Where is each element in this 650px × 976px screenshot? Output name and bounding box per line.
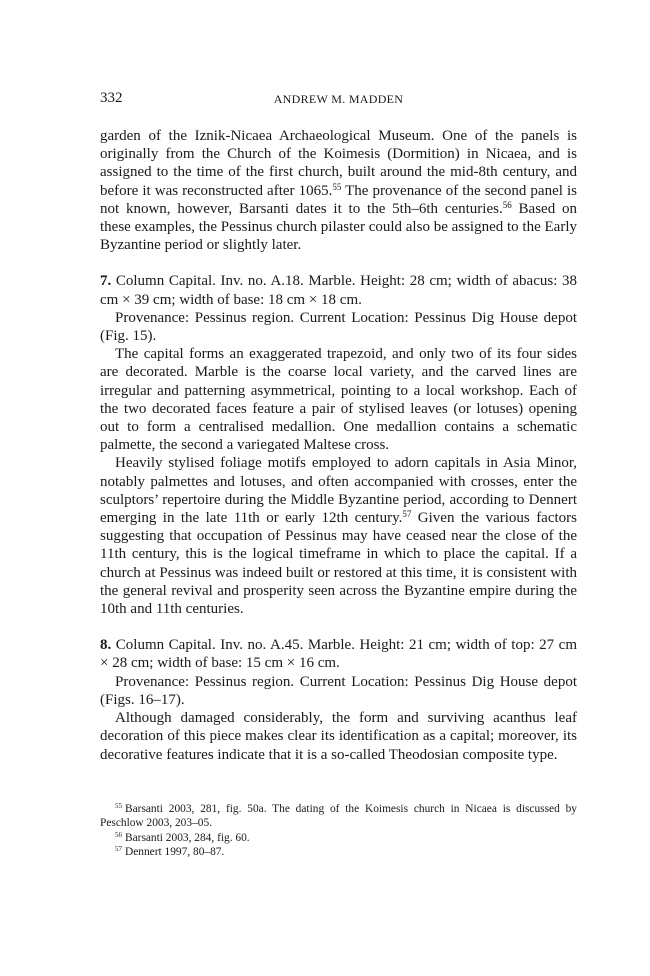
footnote	[100, 802, 577, 831]
catalogue-number: 7.	[100, 273, 112, 290]
catalogue-entry-7-provenance: Provenance: Pessinus region. Current Location: Pessinus Dig House depot (Fig. 15).	[100, 309, 577, 345]
paragraph-text: garden of the Iznik-Nicaea Archaeological Museum. One of the panels is originally from the Church of the Koimesis (Dormition) in Nicaea, and is assigned to the time of the first church, built around the mid-8th century, and before it was reconstructed after 1065.	[100, 128, 577, 199]
catalogue-entry-7-heading	[100, 272, 577, 308]
paragraph-text: Given the various factors suggesting that occupation of Pessinus may have ceased near the close of the 11th century, this is the logical timeframe in which to place the capital. If a church at Pessinus was indeed built or restored at this time, it is consistent with the general revival and prosperity seen across the Byzantine empire during the 10th and 11th centuries.	[100, 510, 577, 618]
catalogue-entry-8-description: Although damaged considerably, the form and surviving acanthus leaf decoration of this piece makes clear its identification as a capital; moreover, its decorative features indicate that it is a so-called Theodosian composite type.	[100, 710, 577, 763]
footnote-ref: 55	[332, 181, 342, 192]
footnote-number: 57	[115, 844, 122, 853]
page-header	[100, 90, 577, 110]
body-text	[100, 127, 577, 764]
catalogue-entry-7-discussion	[100, 454, 577, 618]
catalogue-entry-8-provenance: Provenance: Pessinus region. Current Location: Pessinus Dig House depot (Figs. 16–17).	[100, 673, 577, 708]
footnote-ref: 56	[502, 199, 512, 210]
paragraph-text: Heavily stylised foliage motifs employed to adorn capitals in Asia Minor, notably palmettes and lotuses, and often accompanied with crosses, enter the sculptors’ repertoire during the Middle Byzantine period, according to Dennert emerging in the late 11th or early 12th century.	[100, 455, 577, 527]
footnote-number: 56	[115, 830, 122, 839]
catalogue-entry-8-heading	[100, 636, 577, 672]
paragraph-continued	[100, 127, 577, 254]
footnote-text: Dennert 1997, 80–87.	[125, 845, 225, 858]
paragraph-text: The provenance of the second panel is not known, however, Barsanti dates it to the 5th–6th centuries.	[100, 182, 577, 217]
catalogue-entry-7-description: The capital forms an exaggerated trapezoid, and only two of its four sides are decorated. Marble is the coarse local variety, and the carved lines are irregular and patterning asymmetrical, pointing to a local workshop. Each of the two decorated faces feature a pair of stylised leaves (or lotuses) opening out to form a centralised medallion. One medallion contains a schematic palmette, the second a variegated Maltese cross.	[100, 346, 577, 454]
catalogue-number: 8.	[100, 637, 112, 654]
footnote-ref: 57	[402, 509, 412, 520]
footnote	[100, 845, 577, 859]
footnote-text: Barsanti 2003, 281, fig. 50a. The dating of the Koimesis church in Nicaea is discussed by Peschlow 2003, 203–05.	[100, 803, 577, 830]
footnote-text: Barsanti 2003, 284, fig. 60.	[125, 831, 250, 844]
running-head: ANDREW M. MADDEN	[273, 92, 404, 106]
page-number: 332	[100, 90, 123, 106]
footnotes	[100, 802, 577, 859]
catalogue-heading-text: Column Capital. Inv. no. A.18. Marble. Height: 28 cm; width of abacus: 38 cm × 39 cm; width of base: 18 cm × 18 cm.	[100, 273, 577, 308]
catalogue-heading-text: Column Capital. Inv. no. A.45. Marble. Height: 21 cm; width of top: 27 cm × 28 cm; width of base: 15 cm × 16 cm.	[100, 637, 577, 672]
footnote	[100, 831, 577, 845]
paragraph-text: Based on these examples, the Pessinus church pilaster could also be assigned to the Early Byzantine period or slightly later.	[100, 200, 577, 254]
footnote-number: 55	[115, 802, 122, 810]
